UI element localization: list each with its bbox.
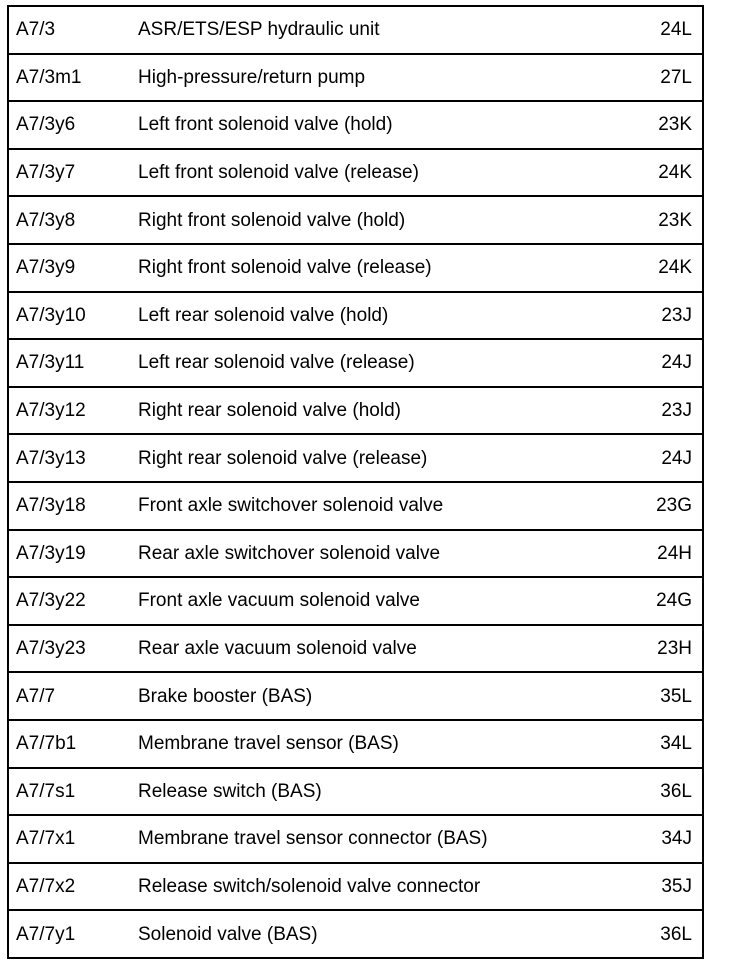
component-code: A7/3y7 [8, 149, 132, 197]
table-row [8, 910, 703, 958]
component-code: A7/7x2 [8, 863, 132, 911]
grid-location: 27L [638, 54, 703, 102]
table-row [8, 577, 703, 625]
table-body [8, 6, 703, 958]
table-row [8, 815, 703, 863]
table-row [8, 101, 703, 149]
component-code: A7/3y9 [8, 244, 132, 292]
table-row [8, 672, 703, 720]
component-code: A7/3y12 [8, 387, 132, 435]
grid-location: 24J [638, 339, 703, 387]
component-code: A7/7y1 [8, 910, 132, 958]
table-row [8, 244, 703, 292]
component-description: Membrane travel sensor connector (BAS) [132, 815, 638, 863]
component-description: ASR/ETS/ESP hydraulic unit [132, 6, 638, 54]
grid-location: 34L [638, 720, 703, 768]
grid-location: 24K [638, 149, 703, 197]
component-code: A7/3y19 [8, 530, 132, 578]
grid-location: 23K [638, 196, 703, 244]
component-code: A7/3y13 [8, 434, 132, 482]
component-code: A7/3y11 [8, 339, 132, 387]
component-code: A7/7 [8, 672, 132, 720]
component-description: Release switch/solenoid valve connector [132, 863, 638, 911]
table-row [8, 387, 703, 435]
component-description: Front axle vacuum solenoid valve [132, 577, 638, 625]
grid-location: 23G [638, 482, 703, 530]
table-row [8, 863, 703, 911]
grid-location: 36L [638, 768, 703, 816]
component-description: Left rear solenoid valve (hold) [132, 292, 638, 340]
component-description: Right rear solenoid valve (hold) [132, 387, 638, 435]
component-description: Left front solenoid valve (release) [132, 149, 638, 197]
table-row [8, 720, 703, 768]
table-row [8, 434, 703, 482]
component-description: Right front solenoid valve (hold) [132, 196, 638, 244]
component-description: Rear axle vacuum solenoid valve [132, 625, 638, 673]
component-code: A7/3y8 [8, 196, 132, 244]
table-row [8, 196, 703, 244]
table-row [8, 54, 703, 102]
component-description: Front axle switchover solenoid valve [132, 482, 638, 530]
component-description: High-pressure/return pump [132, 54, 638, 102]
table-row [8, 625, 703, 673]
component-code: A7/3y23 [8, 625, 132, 673]
grid-location: 24K [638, 244, 703, 292]
component-code: A7/7x1 [8, 815, 132, 863]
component-code: A7/7b1 [8, 720, 132, 768]
grid-location: 24H [638, 530, 703, 578]
table-row [8, 530, 703, 578]
grid-location: 23K [638, 101, 703, 149]
component-description: Brake booster (BAS) [132, 672, 638, 720]
component-code: A7/3y6 [8, 101, 132, 149]
component-description: Release switch (BAS) [132, 768, 638, 816]
component-description: Right rear solenoid valve (release) [132, 434, 638, 482]
table-row [8, 339, 703, 387]
component-code: A7/3y10 [8, 292, 132, 340]
grid-location: 24J [638, 434, 703, 482]
grid-location: 24L [638, 6, 703, 54]
component-location-table [7, 5, 704, 959]
grid-location: 35L [638, 672, 703, 720]
component-description: Rear axle switchover solenoid valve [132, 530, 638, 578]
component-code: A7/3m1 [8, 54, 132, 102]
component-code: A7/7s1 [8, 768, 132, 816]
component-description: Solenoid valve (BAS) [132, 910, 638, 958]
component-code: A7/3 [8, 6, 132, 54]
grid-location: 23J [638, 387, 703, 435]
component-description: Left front solenoid valve (hold) [132, 101, 638, 149]
grid-location: 24G [638, 577, 703, 625]
component-description: Membrane travel sensor (BAS) [132, 720, 638, 768]
grid-location: 23J [638, 292, 703, 340]
table-row [8, 482, 703, 530]
table-row [8, 6, 703, 54]
component-code: A7/3y18 [8, 482, 132, 530]
table-row [8, 149, 703, 197]
component-description: Left rear solenoid valve (release) [132, 339, 638, 387]
grid-location: 23H [638, 625, 703, 673]
grid-location: 35J [638, 863, 703, 911]
table-row [8, 292, 703, 340]
grid-location: 36L [638, 910, 703, 958]
table-row [8, 768, 703, 816]
component-description: Right front solenoid valve (release) [132, 244, 638, 292]
grid-location: 34J [638, 815, 703, 863]
component-code: A7/3y22 [8, 577, 132, 625]
